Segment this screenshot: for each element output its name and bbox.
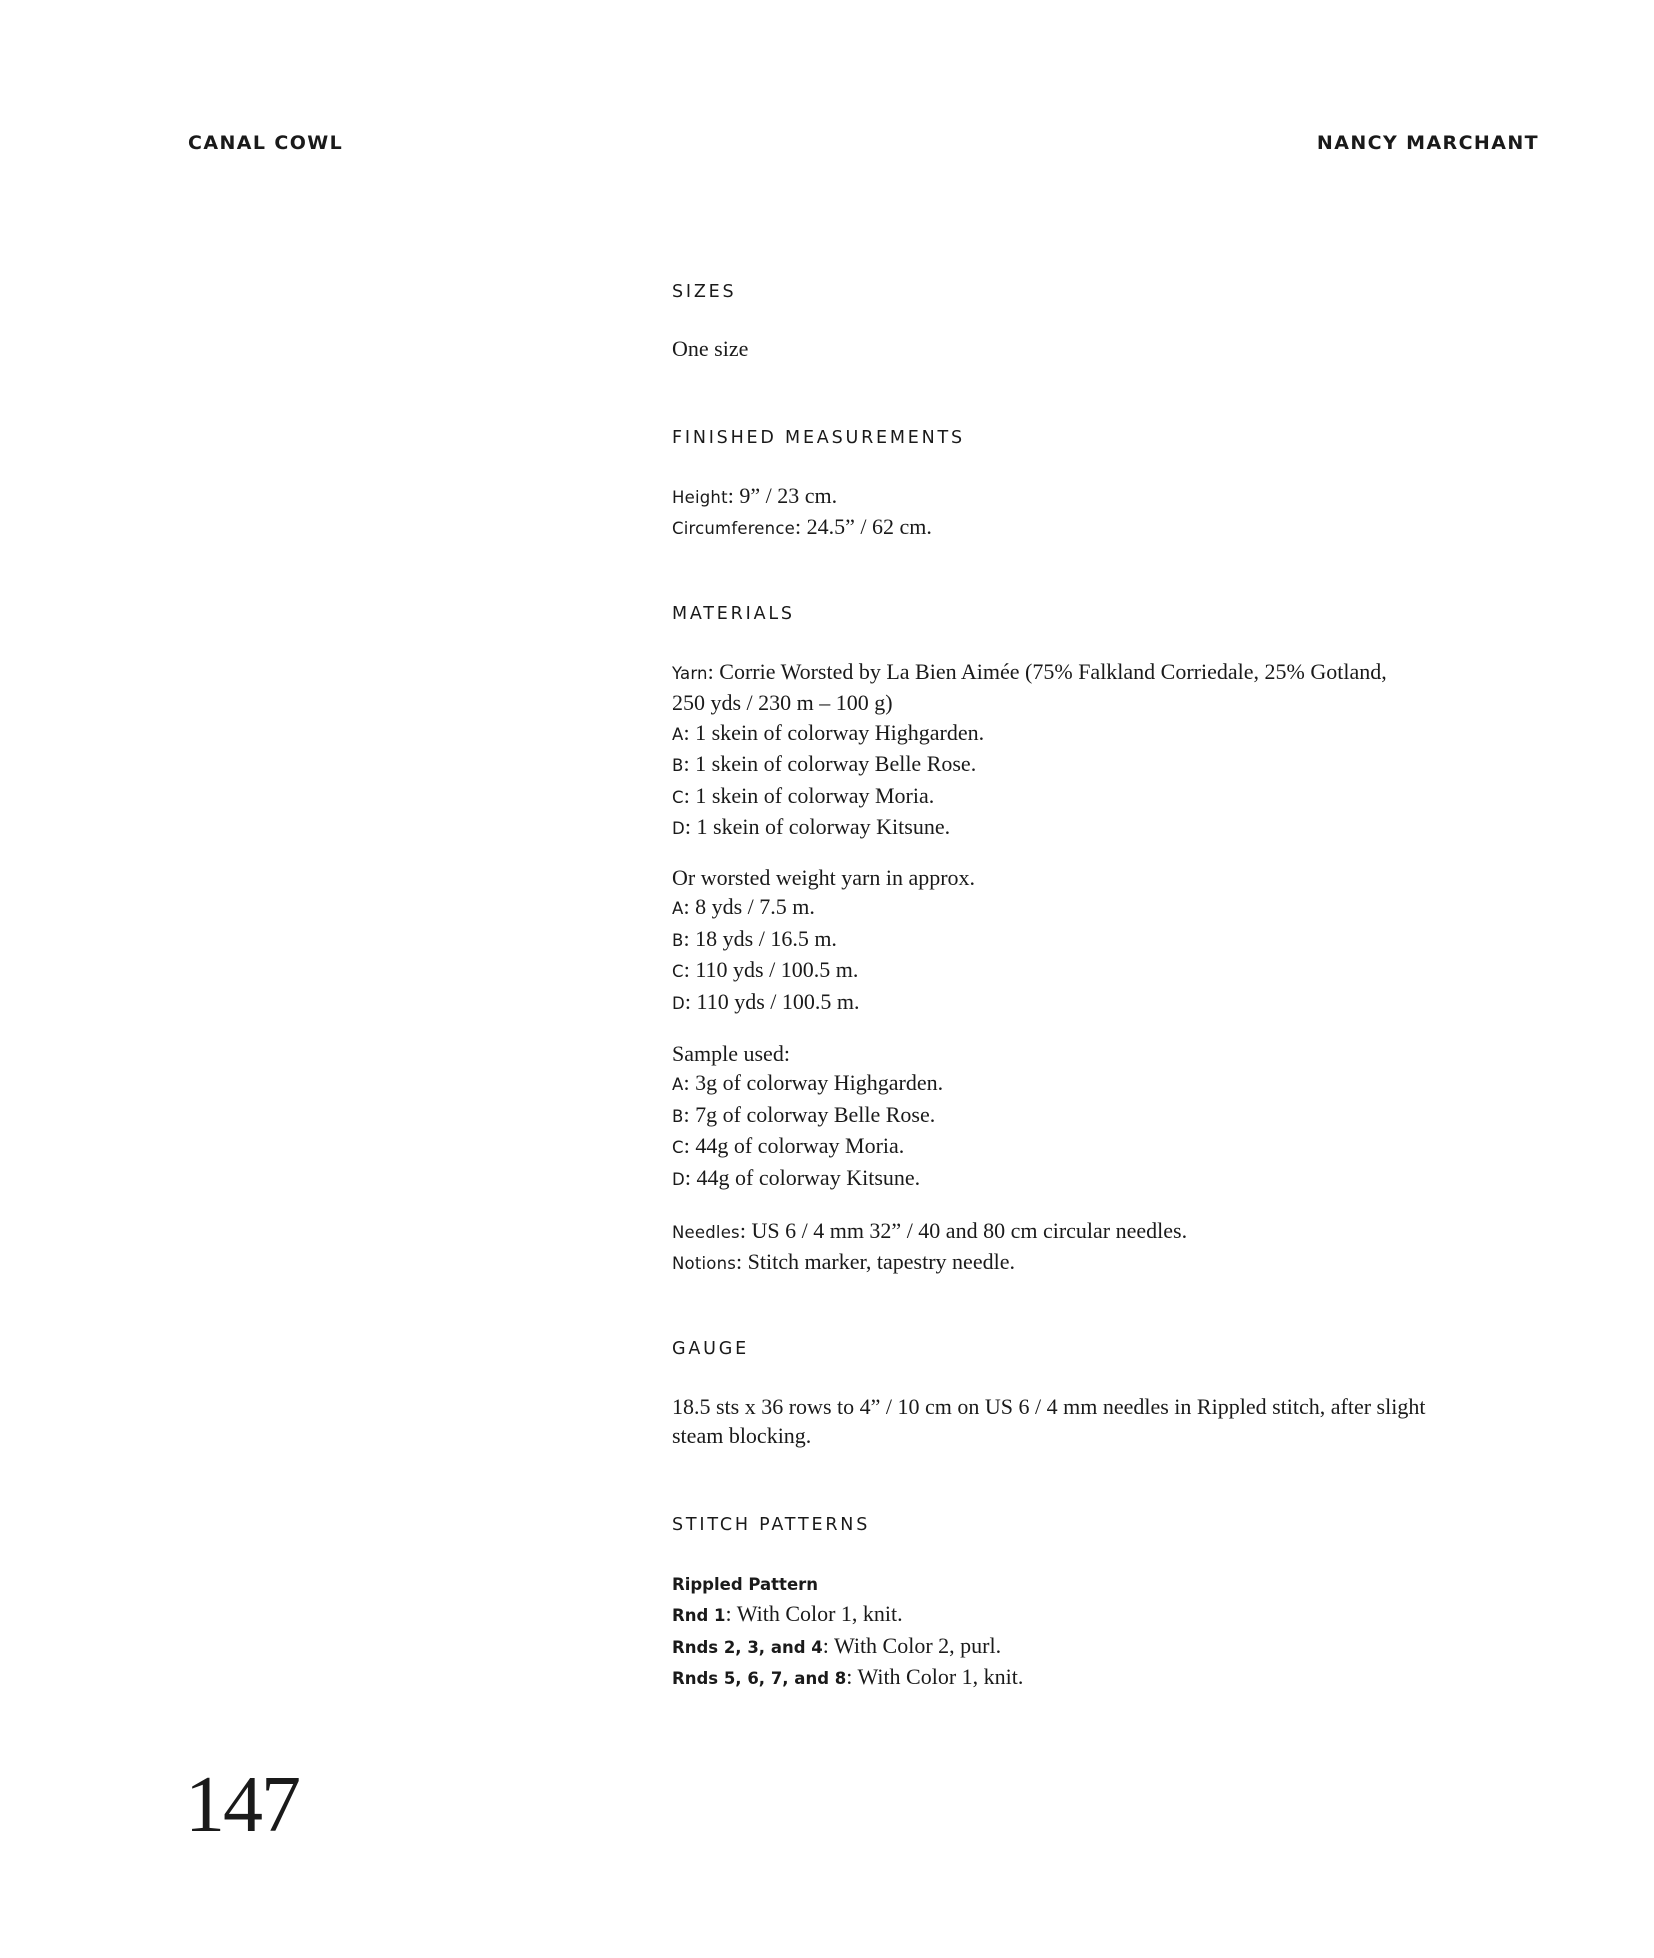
running-header-author: NANCY MARCHANT: [1316, 132, 1539, 154]
yarn-label: Yarn: [672, 664, 708, 683]
notions-line: [672, 1247, 1532, 1278]
circumference-value: : 24.5” / 62 cm.: [794, 514, 932, 540]
round-text: : With Color 1, knit.: [846, 1664, 1024, 1690]
sample-amount-text: : 44g of colorway Kitsune.: [684, 1164, 921, 1190]
round-label: Rnds 5, 6, 7, and 8: [672, 1669, 847, 1689]
materials-sample-block: [672, 1039, 1532, 1194]
gauge-heading: GAUGE: [672, 1339, 749, 1359]
sample-amount-line: [672, 1100, 1532, 1131]
skein-line: [672, 749, 1532, 780]
skein-label: D: [672, 819, 685, 839]
materials-yarn-block: [672, 657, 1532, 843]
finished-measurements-body: [672, 481, 1532, 544]
round-line: [672, 1662, 1532, 1693]
needles-value: : US 6 / 4 mm 32” / 40 and 80 cm circular needles.: [739, 1218, 1188, 1243]
skein-line: [672, 781, 1532, 812]
alt-amount-line: [672, 955, 1532, 986]
alt-amount-text: : 110 yds / 100.5 m.: [684, 988, 860, 1014]
gauge-line: 18.5 sts x 36 rows to 4” / 10 cm on US 6 / 4 mm needles in Rippled stitch, after slight: [672, 1394, 1426, 1419]
yarn-value-continued: 250 yds / 230 m – 100 g): [672, 690, 893, 716]
height-label: Height: [672, 488, 728, 507]
materials-heading: MATERIALS: [672, 604, 795, 624]
skein-label: A: [672, 724, 684, 744]
sample-amount-line: [672, 1068, 1532, 1099]
skein-label: C: [672, 787, 684, 807]
gauge-line: steam blocking.: [672, 1423, 812, 1449]
round-line: [672, 1599, 1532, 1630]
alt-amount-label: A: [672, 899, 684, 919]
alt-amount-label: C: [672, 962, 684, 982]
circumference-line: [672, 512, 1532, 543]
skein-text: : 1 skein of colorway Kitsune.: [684, 814, 951, 840]
yarn-value: : Corrie Worsted by La Bien Aimée (75% Falkland Corriedale, 25% Gotland,: [707, 659, 1387, 684]
notions-label: Notions: [672, 1254, 737, 1274]
round-line: [672, 1631, 1532, 1662]
sample-amount-line: [672, 1131, 1532, 1162]
sizes-body: [672, 334, 1532, 363]
sample-amount-line: [672, 1163, 1532, 1194]
needles-label: Needles: [672, 1223, 740, 1242]
gauge-body: [672, 1392, 1532, 1451]
materials-tools-block: [672, 1216, 1532, 1279]
sample-amount-label: D: [672, 1169, 685, 1189]
alt-amount-line: [672, 987, 1532, 1018]
round-label: Rnds 2, 3, and 4: [672, 1637, 823, 1657]
finished-measurements-heading: FINISHED MEASUREMENTS: [672, 428, 965, 448]
page-number: 147: [185, 1761, 299, 1849]
stitch-patterns-body: [672, 1568, 1532, 1694]
round-text: : With Color 1, knit.: [725, 1601, 903, 1627]
sample-intro: Sample used:: [672, 1041, 790, 1066]
alt-amount-line: [672, 924, 1532, 955]
pattern-name-label: Rippled Pattern: [672, 1575, 819, 1594]
alt-amount-label: D: [672, 993, 685, 1013]
sample-amount-label: B: [672, 1106, 684, 1126]
skein-text: : 1 skein of colorway Moria.: [683, 782, 935, 808]
sizes-heading: SIZES: [672, 282, 737, 302]
height-value: : 9” / 23 cm.: [727, 483, 838, 508]
round-label: Rnd 1: [672, 1606, 726, 1626]
sample-amount-label: A: [672, 1075, 684, 1095]
alt-amount-line: [672, 892, 1532, 923]
skein-line: [672, 812, 1532, 843]
materials-alt-block: [672, 863, 1532, 1018]
alt-amount-text: : 110 yds / 100.5 m.: [683, 957, 859, 983]
skein-label: B: [672, 756, 684, 776]
sample-amount-label: C: [672, 1138, 684, 1158]
stitch-patterns-heading: STITCH PATTERNS: [672, 1515, 871, 1535]
yarn-line: [672, 657, 1532, 688]
pattern-name: [672, 1568, 1532, 1599]
sample-amount-text: : 3g of colorway Highgarden.: [683, 1070, 944, 1096]
alt-amount-text: : 18 yds / 16.5 m.: [683, 925, 837, 951]
skein-text: : 1 skein of colorway Belle Rose.: [683, 751, 977, 777]
skein-text: : 1 skein of colorway Highgarden.: [683, 719, 985, 745]
alt-intro: Or worsted weight yarn in approx.: [672, 865, 976, 890]
alt-amount-text: : 8 yds / 7.5 m.: [683, 894, 815, 920]
sample-amount-text: : 44g of colorway Moria.: [683, 1133, 905, 1159]
running-header-title: CANAL COWL: [188, 132, 344, 154]
alt-amount-label: B: [672, 930, 684, 950]
skein-line: [672, 718, 1532, 749]
needles-line: [672, 1216, 1532, 1247]
sample-amount-text: : 7g of colorway Belle Rose.: [683, 1101, 936, 1127]
notions-value: : Stitch marker, tapestry needle.: [736, 1249, 1015, 1275]
round-text: : With Color 2, purl.: [822, 1632, 1002, 1658]
circumference-label: Circumference: [672, 519, 795, 539]
height-line: [672, 481, 1532, 512]
sizes-value: One size: [672, 336, 749, 361]
